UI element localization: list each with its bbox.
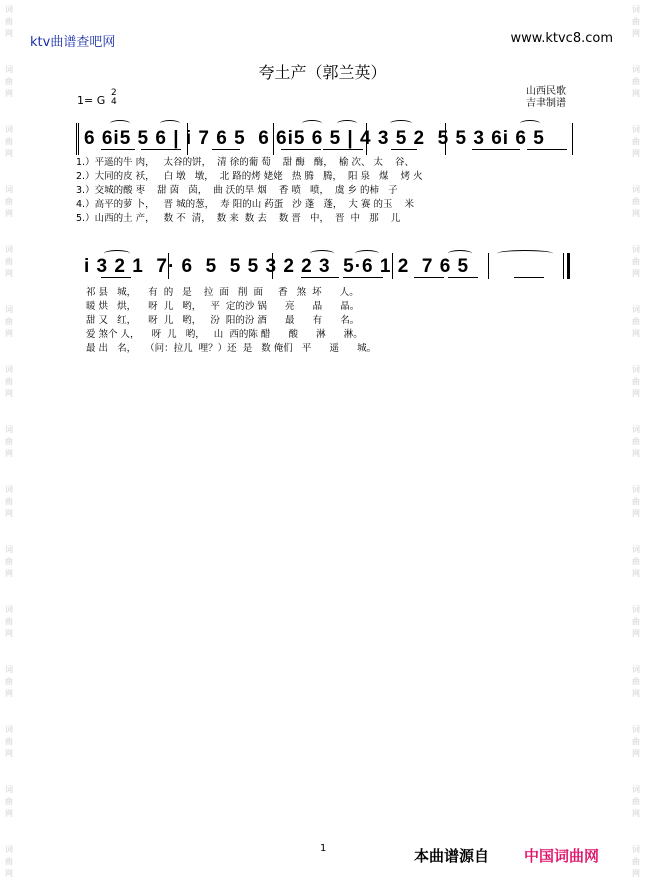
lyric-line: 爱 煞个 人， 呀 儿 哟， 山 西的陈 醋 酸 淋 淋。 <box>86 329 363 340</box>
slur <box>310 250 334 257</box>
slur <box>355 250 379 257</box>
watermark-glyph: 词 <box>632 605 640 614</box>
watermark-glyph: 词 <box>5 665 13 674</box>
barline <box>488 253 489 279</box>
beam-underline <box>141 149 181 150</box>
time-signature <box>111 89 117 107</box>
watermark-glyph: 网 <box>5 389 13 398</box>
watermark-glyph: 网 <box>5 569 13 578</box>
watermark-glyph: 曲 <box>632 737 640 746</box>
watermark-glyph: 词 <box>632 545 640 554</box>
site-name-left[interactable]: ktv曲谱查吧网 <box>30 35 116 50</box>
time-signature-bottom: 4 <box>111 97 117 107</box>
watermark-glyph: 曲 <box>632 677 640 686</box>
watermark-glyph: 网 <box>632 449 640 458</box>
watermark-glyph: 网 <box>5 689 13 698</box>
watermark-glyph: 曲 <box>5 497 13 506</box>
watermark-glyph: 词 <box>5 125 13 134</box>
beam-underline <box>101 149 135 150</box>
watermark-glyph: 曲 <box>5 197 13 206</box>
watermark-glyph: 曲 <box>5 257 13 266</box>
watermark-glyph: 词 <box>632 425 640 434</box>
watermark-glyph: 词 <box>632 245 640 254</box>
watermark-glyph: 曲 <box>5 617 13 626</box>
watermark-glyph: 网 <box>5 209 13 218</box>
watermark-glyph: 词 <box>5 725 13 734</box>
watermark-glyph: 词 <box>632 65 640 74</box>
watermark-glyph: 曲 <box>632 17 640 26</box>
watermark-glyph: 网 <box>5 809 13 818</box>
slur <box>160 120 180 127</box>
watermark-glyph: 曲 <box>5 377 13 386</box>
watermark-glyph: 曲 <box>5 137 13 146</box>
footer-site-link[interactable]: 中国词曲网 <box>524 847 600 865</box>
watermark-glyph: 曲 <box>5 677 13 686</box>
watermark-glyph: 网 <box>632 569 640 578</box>
time-signature-top: 2 <box>111 88 117 98</box>
lyric-line: 5.）山西的土 产， 数 不 清， 数 来 数 去 数 晋 中， 晋 中 那 儿 <box>76 213 401 224</box>
watermark-glyph: 网 <box>632 209 640 218</box>
key-signature: 1= G <box>77 94 106 107</box>
barline <box>563 253 564 279</box>
watermark-glyph: 网 <box>5 749 13 758</box>
lyric-line: 1.）平遥的牛 肉， 太谷的饼， 清 徐的葡 萄 甜 酶 酶， 榆 次、 太 谷、 <box>76 157 415 168</box>
lyric-line: 祁 县 城， 有 的 是 拉 面 削 面 香 煞 坏 人。 <box>86 287 359 298</box>
watermark-glyph: 网 <box>5 509 13 518</box>
beam-underline <box>343 277 383 278</box>
beam-underline <box>101 277 131 278</box>
watermark-strip-left <box>2 0 16 891</box>
watermark-glyph: 网 <box>632 29 640 38</box>
barline <box>78 123 79 155</box>
watermark-glyph: 词 <box>632 5 640 14</box>
watermark-glyph: 词 <box>632 665 640 674</box>
slur <box>110 120 130 127</box>
beam-underline <box>391 149 417 150</box>
watermark-glyph: 网 <box>632 749 640 758</box>
watermark-glyph: 曲 <box>632 857 640 866</box>
notation-line-1: 6 6i5 5 6 | i 7 6 5 6 6i5 6 5 | 4 3 5 2 5 5 3 6i 6 5 <box>84 128 545 149</box>
watermark-glyph: 网 <box>632 269 640 278</box>
watermark-glyph: 词 <box>5 365 13 374</box>
watermark-glyph: 网 <box>5 329 13 338</box>
watermark-glyph: 网 <box>632 809 640 818</box>
watermark-glyph: 曲 <box>632 617 640 626</box>
watermark-glyph: 词 <box>5 785 13 794</box>
lyric-line: 4.）高平的萝 卜， 晋 城的葱， 寿 阳的山 药蛋 沙 蓬 蓬， 大 赛 的玉 米 <box>76 199 415 210</box>
lyric-line: 3.）交城的酸 枣 甜 茵 茵， 曲 沃的旱 烟 香 喷 喷， 虞 乡 的柿 子 <box>76 185 398 196</box>
watermark-glyph: 曲 <box>632 797 640 806</box>
watermark-glyph: 曲 <box>632 557 640 566</box>
watermark-glyph: 曲 <box>5 857 13 866</box>
watermark-glyph: 曲 <box>5 77 13 86</box>
beam-underline <box>414 277 444 278</box>
song-origin: 山西民歌 <box>526 86 566 97</box>
watermark-glyph: 网 <box>5 89 13 98</box>
lyric-line: 甜 又 红， 呀 儿 哟， 汾 阳的汾 酒 最 有 名。 <box>86 315 360 326</box>
watermark-glyph: 词 <box>5 185 13 194</box>
watermark-glyph: 词 <box>5 845 13 854</box>
page-number: 1 <box>320 843 327 854</box>
watermark-glyph: 词 <box>632 485 640 494</box>
beam-underline <box>301 277 339 278</box>
song-arranger: 吉聿制谱 <box>526 98 566 109</box>
watermark-glyph: 网 <box>632 689 640 698</box>
watermark-glyph: 词 <box>5 425 13 434</box>
beam-underline <box>527 149 567 150</box>
watermark-glyph: 词 <box>632 185 640 194</box>
watermark-strip-right <box>629 0 643 891</box>
watermark-glyph: 曲 <box>632 317 640 326</box>
watermark-glyph: 网 <box>5 29 13 38</box>
watermark-glyph: 曲 <box>632 497 640 506</box>
watermark-glyph: 词 <box>632 305 640 314</box>
watermark-glyph: 词 <box>632 125 640 134</box>
site-url-right[interactable]: www.ktvc8.com <box>510 31 613 46</box>
watermark-glyph: 曲 <box>632 77 640 86</box>
watermark-glyph: 词 <box>632 845 640 854</box>
watermark-glyph: 词 <box>5 605 13 614</box>
slur <box>302 120 322 127</box>
watermark-glyph: 网 <box>5 449 13 458</box>
watermark-glyph: 曲 <box>632 377 640 386</box>
watermark-glyph: 曲 <box>5 797 13 806</box>
watermark-glyph: 网 <box>632 629 640 638</box>
watermark-glyph: 曲 <box>5 557 13 566</box>
watermark-glyph: 曲 <box>632 437 640 446</box>
watermark-glyph: 词 <box>5 65 13 74</box>
watermark-glyph: 词 <box>5 485 13 494</box>
watermark-glyph: 词 <box>632 785 640 794</box>
watermark-glyph: 曲 <box>5 737 13 746</box>
watermark-glyph: 词 <box>5 305 13 314</box>
slur <box>337 120 357 127</box>
watermark-glyph: 网 <box>5 149 13 158</box>
watermark-glyph: 词 <box>632 365 640 374</box>
watermark-glyph: 网 <box>632 389 640 398</box>
watermark-glyph: 词 <box>5 5 13 14</box>
watermark-glyph: 网 <box>5 869 13 878</box>
watermark-glyph: 网 <box>632 869 640 878</box>
slur <box>520 120 540 127</box>
watermark-glyph: 曲 <box>5 437 13 446</box>
lyric-line: 暖 烘 烘， 呀 儿 哟， 平 定的沙 锅 亮 晶 晶。 <box>86 301 360 312</box>
slur <box>104 250 130 257</box>
beam-underline <box>212 149 240 150</box>
barline <box>572 123 573 155</box>
beam-underline <box>281 149 321 150</box>
beam-underline <box>323 149 363 150</box>
watermark-glyph: 曲 <box>632 197 640 206</box>
footer-source-label: 本曲谱源自 <box>414 847 490 865</box>
watermark-glyph: 词 <box>632 725 640 734</box>
watermark-glyph: 网 <box>5 629 13 638</box>
lyric-line: 2.）大同的皮 袄， 白 墩 墩， 北 路的烤 姥姥 热 腾 腾， 阳 泉 煤 烤 火 <box>76 171 423 182</box>
beam-underline <box>448 277 478 278</box>
slur <box>497 250 553 257</box>
watermark-glyph: 网 <box>632 509 640 518</box>
watermark-glyph: 曲 <box>5 317 13 326</box>
watermark-glyph: 网 <box>5 269 13 278</box>
song-title: 夸土产（郭兰英） <box>258 63 387 82</box>
beam-underline <box>472 149 520 150</box>
watermark-glyph: 曲 <box>632 137 640 146</box>
beam-underline <box>514 277 544 278</box>
watermark-glyph: 网 <box>632 89 640 98</box>
watermark-glyph: 词 <box>5 245 13 254</box>
watermark-glyph: 曲 <box>632 257 640 266</box>
final-barline <box>567 253 570 279</box>
watermark-glyph: 词 <box>5 545 13 554</box>
slur <box>390 120 412 127</box>
watermark-glyph: 曲 <box>5 17 13 26</box>
lyric-line: 最 出 名， （问：拉儿 哩？）还 是 数 俺们 平 遥 城。 <box>86 343 377 354</box>
watermark-glyph: 网 <box>632 329 640 338</box>
barline <box>76 123 77 155</box>
slur <box>448 250 472 257</box>
notation-line-2: i 3 2 1 7· 6 5 5 5 3 2 2 3 5·6 1 2 7 6 5 <box>84 256 470 277</box>
watermark-glyph: 网 <box>632 149 640 158</box>
